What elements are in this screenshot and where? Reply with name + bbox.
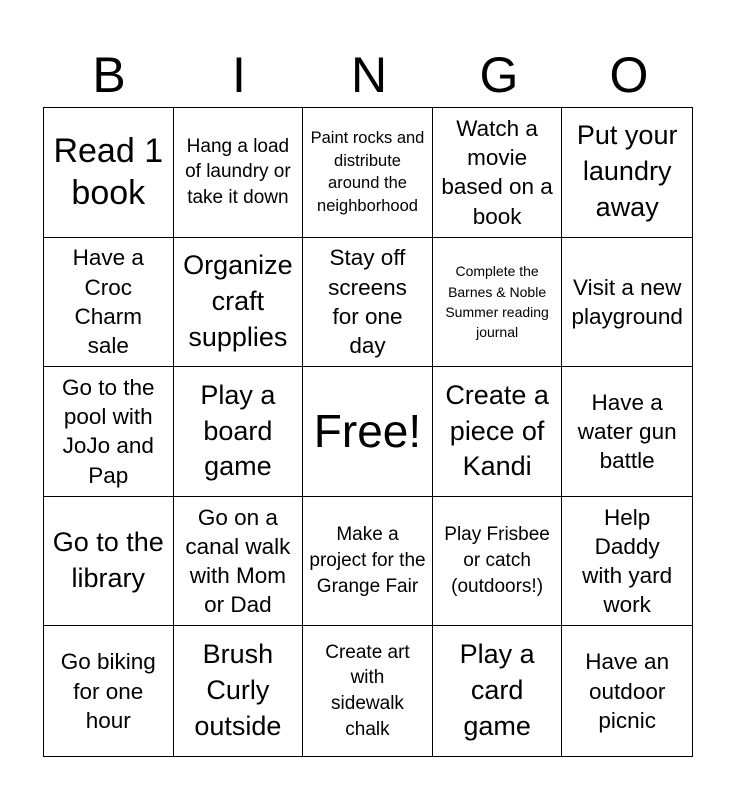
cell-text: Go biking for one hour bbox=[60, 649, 156, 733]
cell-text: Complete the Barnes & Noble Summer reading journal bbox=[445, 263, 549, 341]
bingo-cell-i2[interactable] bbox=[174, 238, 304, 368]
bingo-cell-b5[interactable] bbox=[44, 626, 174, 756]
free-space: Free! bbox=[313, 405, 422, 458]
bingo-grid bbox=[43, 107, 693, 757]
bingo-cell-o5[interactable] bbox=[562, 626, 692, 756]
bingo-cell-i1[interactable] bbox=[174, 108, 304, 238]
cell-text: Brush Curly outside bbox=[194, 639, 282, 742]
bingo-cell-n3[interactable] bbox=[303, 367, 433, 497]
bingo-cell-n5[interactable] bbox=[303, 626, 433, 756]
cell-text: Go on a canal walk with Mom or Dad bbox=[185, 504, 291, 618]
bingo-cell-o3[interactable] bbox=[562, 367, 692, 497]
bingo-cell-b3[interactable] bbox=[44, 367, 174, 497]
cell-text: Create a piece of Kandi bbox=[445, 379, 549, 482]
bingo-cell-g5[interactable] bbox=[433, 626, 563, 756]
cell-text: Go to the pool with JoJo and Pap bbox=[62, 374, 155, 488]
cell-text: Go to the library bbox=[52, 527, 164, 594]
cell-text: Help Daddy with yard work bbox=[582, 504, 673, 618]
cell-text: Organize craft supplies bbox=[183, 250, 293, 352]
header-letter-o: O bbox=[609, 47, 649, 103]
cell-text: Watch a movie based on a book bbox=[441, 115, 553, 229]
bingo-cell-i3[interactable] bbox=[174, 367, 304, 497]
bingo-cell-b1[interactable] bbox=[44, 108, 174, 238]
header-letter-n: N bbox=[350, 47, 388, 103]
bingo-cell-n2[interactable] bbox=[303, 238, 433, 368]
bingo-header bbox=[44, 46, 694, 104]
bingo-cell-g1[interactable] bbox=[433, 108, 563, 238]
bingo-cell-b2[interactable] bbox=[44, 238, 174, 368]
cell-text: Visit a new playground bbox=[571, 274, 683, 329]
bingo-cell-o4[interactable] bbox=[562, 497, 692, 627]
bingo-cell-g4[interactable] bbox=[433, 497, 563, 627]
bingo-cell-g2[interactable] bbox=[433, 238, 563, 368]
bingo-cell-i4[interactable] bbox=[174, 497, 304, 627]
cell-text: Put your laundry away bbox=[576, 120, 678, 223]
cell-text: Play a card game bbox=[459, 639, 535, 742]
cell-text: Have a Croc Charm sale bbox=[72, 245, 144, 359]
cell-text: Create art with sidewalk chalk bbox=[325, 641, 410, 741]
bingo-cell-n4[interactable] bbox=[303, 497, 433, 627]
bingo-cell-g3[interactable] bbox=[433, 367, 563, 497]
cell-text: Hang a load of laundry or take it down bbox=[185, 135, 291, 209]
bingo-cell-n1[interactable] bbox=[303, 108, 433, 238]
bingo-cell-b4[interactable] bbox=[44, 497, 174, 627]
header-letter-b: B bbox=[92, 47, 126, 103]
cell-text: Have a water gun battle bbox=[577, 389, 677, 474]
cell-text: Stay off screens for one day bbox=[328, 245, 407, 359]
bingo-cell-o1[interactable] bbox=[562, 108, 692, 238]
cell-text: Read 1 book bbox=[53, 132, 164, 213]
cell-text: Make a project for the Grange Fair bbox=[309, 524, 426, 597]
bingo-cell-o2[interactable] bbox=[562, 238, 692, 368]
cell-text: Have an outdoor picnic bbox=[585, 649, 670, 733]
header-letter-g: G bbox=[479, 47, 519, 103]
header-letter-i: I bbox=[232, 47, 246, 103]
cell-text: Play Frisbee or catch (outdoors!) bbox=[444, 524, 550, 597]
bingo-cell-i5[interactable] bbox=[174, 626, 304, 756]
cell-text: Play a board game bbox=[200, 379, 276, 482]
cell-text: Paint rocks and distribute around the neighborhood bbox=[310, 129, 425, 215]
